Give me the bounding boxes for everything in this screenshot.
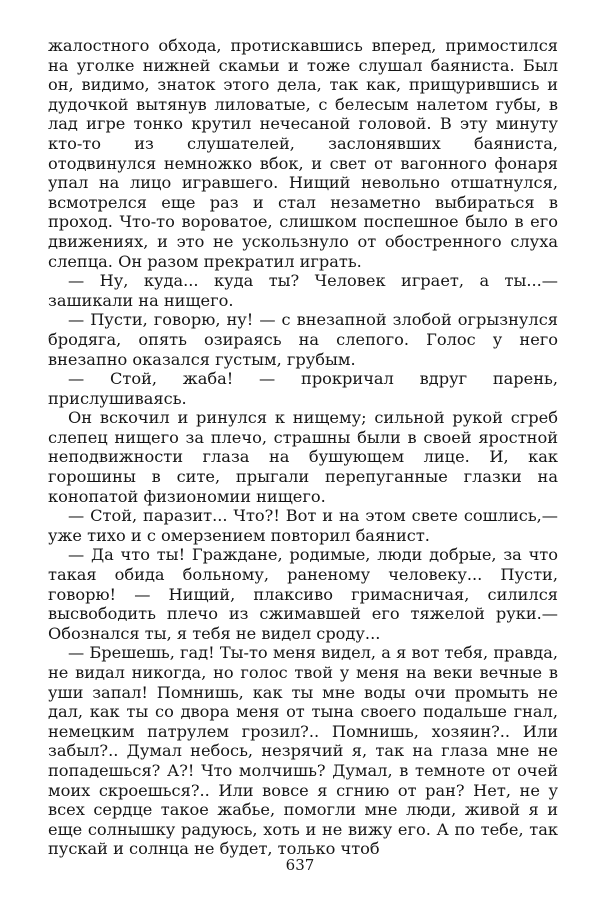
paragraph-narrative: жалостного обхода, протискавшись вперед, примостился на уголке нижней скамьи и тоже слушал баяниста. Был он, видимо, знаток этого дела, так как, прищурившись и дудочкой вытянув лиловатые, с белесым налетом губы, в лад игре тонко крутил нечесаной головой. В эту минуту кто-то из слушателей, заслонявших баяниста, отодвинулся немножко вбок, и свет от вагонного фонаря упал на лицо игравшего. Нищий невольно отшатнулся, всмотрелся еще раз и стал незаметно выбираться в проход. Что-то вороватое, слишком поспешное было в его движениях, и это не ускользнуло от обостренного слуха слепца. Он разом прекратил играть. [48, 36, 558, 271]
page-text [48, 36, 558, 859]
paragraph-dialogue: — Стой, паразит... Что?! Вот и на этом свете сошлись,— уже тихо и с омерзением повторил баянист. [48, 506, 558, 545]
paragraph-dialogue: — Брешешь, гад! Ты-то меня видел, а я вот тебя, правда, не видал никогда, но голос твой у меня на веки вечные в уши запал! Помнишь, как ты мне воды очи промыть не дал, как ты со двора меня от тына своего подальше гнал, немецким патрулем грозил?.. Помнишь, хозяин?.. Или забыл?.. Думал небось, незрячий я, так на глаза мне не попадешься? А?! Что молчишь? Думал, в темноте от очей моих скроешься?.. Или вовсе я сгнию от ран? Нет, не у всех сердце такое жабье, помогли мне люди, живой я и еще солнышку радуюсь, хоть и не вижу его. А по тебе, так пускай и солнца не будет, только чтоб [48, 643, 558, 859]
page-number: 637 [285, 856, 315, 874]
paragraph-dialogue: — Пусти, говорю, ну! — с внезапной злобой огрызнулся бродяга, опять озираясь на слепого. Голос у него внезапно оказался густым, грубым. [48, 310, 558, 369]
paragraph-dialogue: — Стой, жаба! — прокричал вдруг парень, прислушиваясь. [48, 369, 558, 408]
paragraph-dialogue: — Да что ты! Граждане, родимые, люди добрые, за что такая обида больному, раненому человеку... Пусти, говорю! — Нищий, плаксиво гримасничая, силился высвободить плечо из сжимавшей его тяжелой руки.— Обознался ты, я тебя не видел сроду... [48, 545, 558, 643]
paragraph-dialogue: — Ну, куда... куда ты? Человек играет, а ты...— зашикали на нищего. [48, 271, 558, 310]
paragraph-narrative: Он вскочил и ринулся к нищему; сильной рукой сгреб слепец нищего за плечо, страшны были в своей яростной неподвижности глаза на бушующем лице. И, как горошины в сите, прыгали перепуганные глазки на конопатой физиономии нищего. [48, 408, 558, 506]
